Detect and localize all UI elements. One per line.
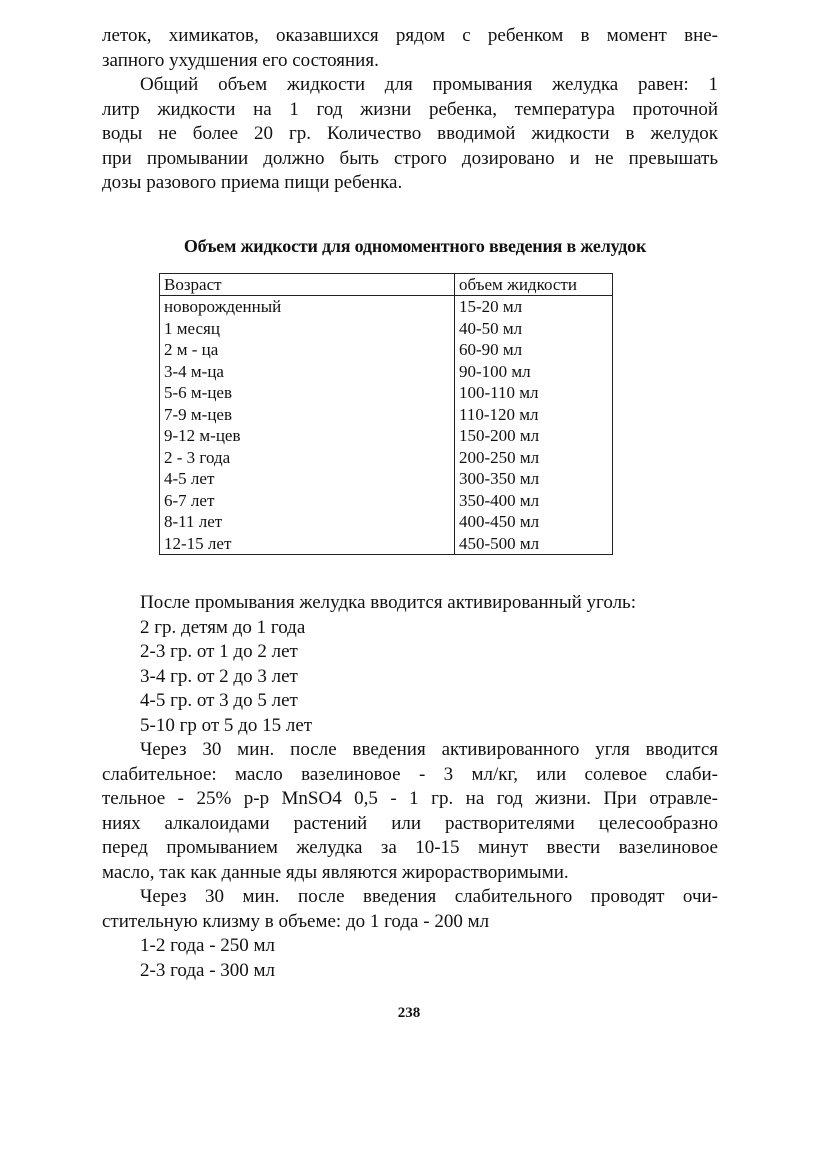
age-cell: 2 - 3 года: [160, 447, 455, 469]
volume-cell: 350-400 мл: [455, 490, 613, 512]
header-age: Возраст: [160, 273, 455, 296]
text-line: литр жидкости на 1 год жизни ребенка, температура проточной: [102, 98, 718, 120]
table-row: [160, 511, 613, 533]
volume-cell: 90-100 мл: [455, 361, 613, 383]
table-row: [160, 296, 613, 318]
list-item: 2-3 гр. от 1 до 2 лет: [140, 641, 298, 662]
list-item: 2 гр. детям до 1 года: [140, 616, 306, 638]
text-line: дозы разового приема пищи ребенка.: [102, 172, 403, 193]
header-volume: объем жидкости: [455, 273, 613, 296]
text-line: перед промыванием желудка за 10-15 минут ввести вазелиновое: [102, 837, 718, 858]
text-line: ниях алкалоидами растений или растворителями целесообразно: [102, 812, 718, 834]
volume-cell: 150-200 мл: [455, 425, 613, 447]
table-row: [160, 533, 613, 555]
age-cell: 9-12 м-цев: [160, 425, 455, 447]
text-line: масло, так как данные яды являются жирорастворимыми.: [102, 861, 569, 883]
paragraph-fluid-volume: [102, 73, 718, 196]
age-cell: 12-15 лет: [160, 533, 455, 555]
text-line: стительную клизму в объеме: до 1 года - 200 мл: [102, 910, 490, 932]
age-cell: 3-4 м-ца: [160, 361, 455, 383]
charcoal-intro: После промывания желудка вводится активированный уголь:: [140, 592, 637, 613]
list-item: 3-4 гр. от 2 до 3 лет: [140, 665, 298, 687]
age-cell: 5-6 м-цев: [160, 382, 455, 404]
table-row: [160, 468, 613, 490]
table-row: [160, 382, 613, 404]
volume-cell: 100-110 мл: [455, 382, 613, 404]
age-cell: 2 м - ца: [160, 339, 455, 361]
table-row: [160, 490, 613, 512]
paragraph-laxative: [102, 738, 718, 885]
volume-cell: 110-120 мл: [455, 404, 613, 426]
list-item: 1-2 года - 250 мл: [140, 935, 276, 956]
age-cell: 1 месяц: [160, 318, 455, 340]
volume-table: [159, 273, 613, 556]
page-number: 238: [397, 1005, 421, 1021]
age-cell: 7-9 м-цев: [160, 404, 455, 426]
text-line: Через 30 мин. после введения слабительного проводят очи-: [140, 886, 718, 907]
table-row: [160, 447, 613, 469]
table-row: [160, 339, 613, 361]
volume-cell: 15-20 мл: [455, 296, 613, 318]
text-line: воды не более 20 гр. Количество вводимой жидкости в желудок: [102, 123, 718, 144]
volume-cell: 200-250 мл: [455, 447, 613, 469]
table-row: [160, 404, 613, 426]
table-row: [160, 361, 613, 383]
paragraph-enema: [102, 885, 718, 934]
list-item: 4-5 гр. от 3 до 5 лет: [140, 690, 298, 711]
table-row: [160, 318, 613, 340]
charcoal-section: [102, 591, 718, 738]
volume-cell: 300-350 мл: [455, 468, 613, 490]
text-line: Через 30 мин. после введения активированного угля вводится: [140, 739, 718, 760]
page-content: [102, 24, 718, 983]
text-line: слабительное: масло вазелиновое - 3 мл/кг, или солевое слаби-: [102, 763, 718, 785]
table-header-row: [160, 273, 613, 296]
age-cell: 8-11 лет: [160, 511, 455, 533]
text-line: тельное - 25% р-р MnSO4 0,5 - 1 гр. на год жизни. При отравле-: [102, 788, 718, 809]
text-line: при промывании должно быть строго дозировано и не превышать: [102, 147, 718, 169]
age-cell: 4-5 лет: [160, 468, 455, 490]
table-title: Объем жидкости для одномоментного введения в желудок: [183, 235, 647, 256]
list-item: 2-3 года - 300 мл: [140, 959, 276, 981]
age-cell: 6-7 лет: [160, 490, 455, 512]
list-item: 5-10 гр от 5 до 15 лет: [140, 714, 313, 736]
volume-cell: 40-50 мл: [455, 318, 613, 340]
paragraph-intro: [102, 24, 718, 73]
text-line: леток, химикатов, оказавшихся рядом с ребенком в момент вне-: [102, 25, 718, 46]
volume-cell: 60-90 мл: [455, 339, 613, 361]
age-cell: новорожденный: [160, 296, 455, 318]
text-line: Общий объем жидкости для промывания желудка равен: 1: [140, 74, 718, 95]
text-line: запного ухудшения его состояния.: [102, 49, 379, 71]
enema-list: [102, 934, 718, 983]
volume-cell: 400-450 мл: [455, 511, 613, 533]
volume-cell: 450-500 мл: [455, 533, 613, 555]
table-row: [160, 425, 613, 447]
